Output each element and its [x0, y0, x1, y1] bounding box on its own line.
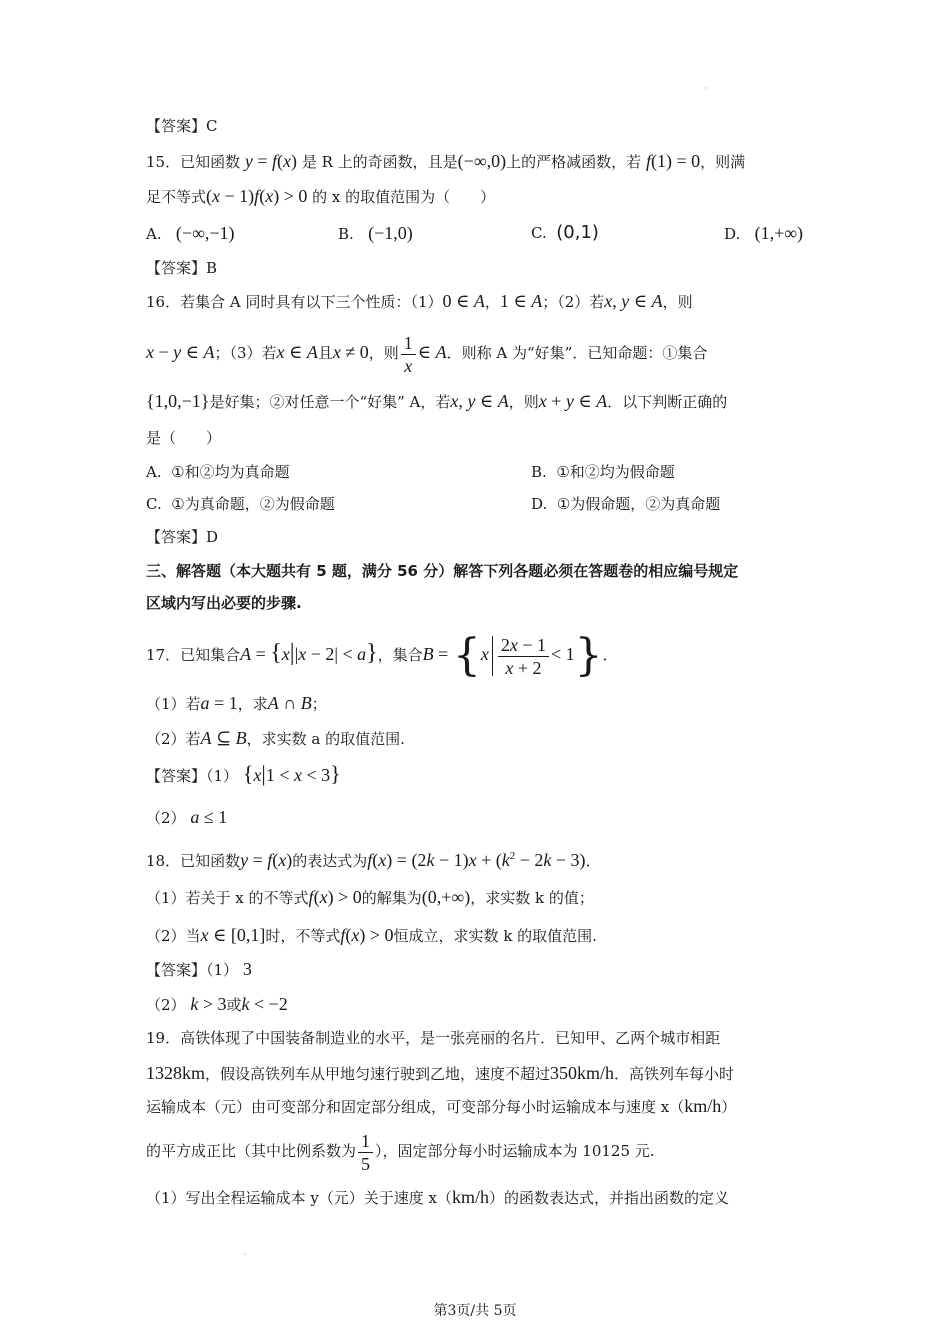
q16-line2: x − y ∈ A；（3）若x ∈ A且x ≠ 0，则 $\frac{1}{x}$ ∈ A．则称 A 为“好集”．已知命题：①集合: [146, 332, 708, 376]
q15-text: 是 R 上的奇函数，且是: [301, 153, 458, 171]
q15-text: 上的严格减函数，若: [506, 153, 642, 171]
q16-line1: 16．若集合 A 同时具有以下三个性质：（1）0 ∈ A，1 ∈ A；（2）若x, y ∈ A，则: [146, 291, 693, 311]
q17-part2: （2）若A ⊆ B，求实数 a 的取值范围.: [146, 728, 405, 748]
q16-line4: 是（ ）: [146, 429, 222, 447]
answer-17-part2: （2） a ≤ 1: [146, 807, 228, 827]
fraction: $\frac{1}{5}$: [358, 1130, 373, 1175]
scan-dot: ·: [244, 1250, 247, 1259]
q15-option-a: A. (−∞,−1): [146, 223, 235, 243]
answer-18-part2: （2） k > 3或k < −2: [146, 994, 288, 1014]
q16-option-c: C. ①为真命题，②为假命题: [146, 495, 335, 513]
page-number: 第3页/共 5页: [433, 1303, 517, 1319]
q19-line1: 19．高铁体现了中国装备制造业的水平，是一张亮丽的名片．已知甲、乙两个城市相距: [146, 1029, 721, 1047]
q16-option-a: A. ①和②均为真命题: [146, 463, 290, 481]
q15-line2: 足不等式(x − 1)f(x) > 0 的 x 的取值范围为（ ）: [146, 186, 496, 206]
q17-part1: （1）若a = 1，求A ∩ B；: [146, 693, 327, 713]
answer-18-part1: 【答案】（1） 3: [146, 959, 252, 979]
q15-text: 15．已知函数: [146, 153, 241, 171]
q19-line5: （1）写出全程运输成本 y（元）关于速度 x（km/h）的函数表达式，并指出函数的定义: [146, 1187, 730, 1207]
scan-dot: ·: [704, 84, 707, 93]
section3-heading: 三、解答题（本大题共有 5 题，满分 56 分）解答下列各题必须在答题卷的相应编号规定: [146, 562, 739, 580]
q16-option-b: B. ①和②均为假命题: [531, 463, 675, 481]
q19-line3: 运输成本（元）由可变部分和固定部分组成，可变部分每小时运输成本与速度 x（km/h）: [146, 1096, 737, 1116]
answer-17-part1: 【答案】（1） {x|1 < x < 3}: [146, 761, 341, 786]
q16-line3: {1,0,−1}是好集；②对任意一个“好集” A，若x, y ∈ A，则x + y ∈ A．以下判断正确的: [146, 391, 728, 411]
q18-part2: （2）当x ∈ [0,1]时，不等式f(x) > 0恒成立，求实数 k 的取值范围.: [146, 925, 597, 945]
q19-line2: 1328km，假设高铁列车从甲地匀速行驶到乙地，速度不超过350km/h．高铁列车每小时: [146, 1063, 735, 1083]
q15-line1: 15．已知函数 y = f(x) 是 R 上的奇函数，且是(−∞,0)上的严格减函数，若 f(1) = 0，则满: [146, 151, 746, 171]
q15-option-d: D. (1,+∞): [724, 223, 804, 243]
answer-15: 【答案】B: [146, 259, 218, 277]
q15-option-c: C. (0,1): [531, 222, 599, 243]
q15-text: 足不等式: [146, 188, 207, 206]
math: f: [645, 151, 651, 171]
fraction: $\frac{1}{x}$: [401, 332, 416, 377]
answer-14: 【答案】C: [146, 117, 218, 135]
math: (: [206, 186, 213, 206]
q18-part1: （1）若关于 x 的不等式f(x) > 0的解集为(0,+∞)，求实数 k 的值；: [146, 887, 594, 907]
q17-stem: 17．已知集合A = {x||x − 2| < a}，集合B = {x $\frac{2x - 1}{x + 2}$ < 1}．: [146, 630, 618, 681]
answer-16: 【答案】D: [146, 528, 219, 546]
q18-stem: 18．已知函数y = f(x)的表达式为$f(x) = (2k - 1)x + (k^2 - 2k - 3)$．: [146, 850, 601, 870]
math: (−∞,0): [457, 151, 507, 171]
q15-text: 的 x 的取值范围为（ ）: [312, 188, 496, 206]
q19-line4: 的平方成正比（其中比例系数为 $\frac{1}{5}$ ），固定部分每小时运输成本为 10125 元.: [146, 1130, 655, 1174]
math: y: [244, 151, 253, 171]
q15-option-b: B. (−1,0): [338, 223, 413, 243]
q15-text: ，则满: [700, 153, 746, 171]
section3-heading-2: 区域内写出必要的步骤.: [146, 594, 302, 612]
q16-option-d: D. ①为假命题，②为真命题: [531, 495, 721, 513]
